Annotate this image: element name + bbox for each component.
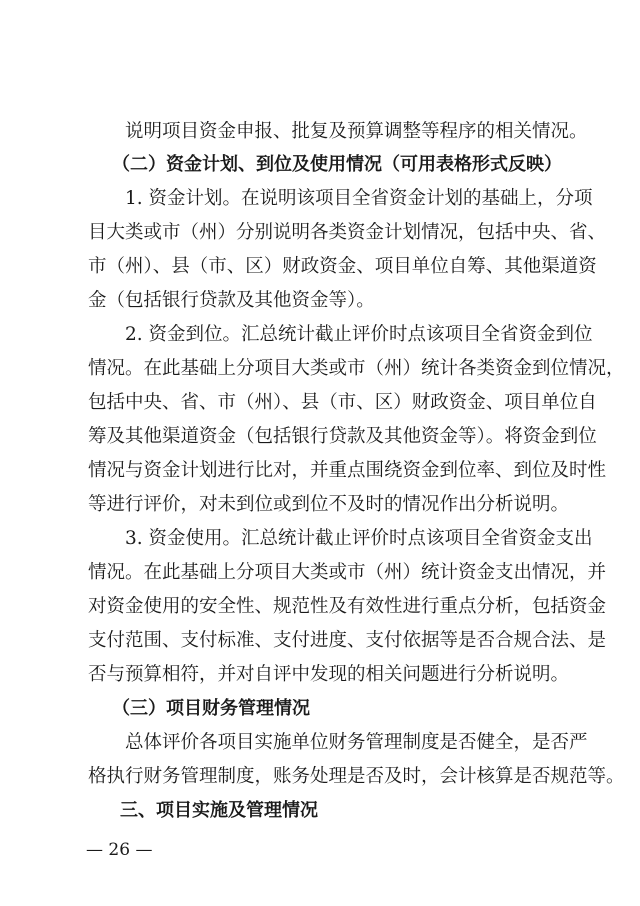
- text-line: 情况。在此基础上分项目大类或市（州）统计资金支出情况，并: [88, 562, 607, 583]
- text-line: 对资金使用的安全性、规范性及有效性进行重点分析，包括资金: [88, 596, 607, 617]
- text-line: 2. 资金到位。汇总统计截止评价时点该项目全省资金到位: [125, 324, 593, 345]
- text-line: 包括中央、省、市（州）、县（市、区）财政资金、项目单位自: [88, 392, 597, 413]
- text-line: 支付范围、支付标准、支付进度、支付依据等是否合规合法、是: [88, 630, 607, 651]
- page-number: — 26 —: [86, 840, 153, 860]
- text-line: 筹及其他渠道资金（包括银行贷款及其他资金等）。将资金到位: [88, 426, 597, 447]
- text-line: 目大类或市（州）分别说明各类资金计划情况，包括中央、省、: [88, 222, 607, 243]
- chapter-heading: 三、项目实施及管理情况: [120, 800, 318, 821]
- text-line: 说明项目资金申报、批复及预算调整等程序的相关情况。: [125, 121, 588, 142]
- section-heading: （三）项目财务管理情况: [112, 698, 310, 719]
- text-line: 情况与资金计划进行比对，并重点围绕资金到位率、到位及时性: [88, 460, 607, 481]
- text-line: 情况。在此基础上分项目大类或市（州）统计各类资金到位情况，: [88, 358, 625, 379]
- text-line: 3. 资金使用。汇总统计截止评价时点该项目全省资金支出: [125, 528, 593, 549]
- text-line: 格执行财务管理制度，账务处理是否及时，会计核算是否规范等。: [88, 766, 625, 787]
- text-line: 金（包括银行贷款及其他资金等）。: [88, 290, 375, 311]
- text-line: 否与预算相符，并对自评中发现的相关问题进行分析说明。: [88, 664, 570, 685]
- text-line: 等进行评价，对未到位或到位不及时的情况作出分析说明。: [88, 494, 570, 515]
- text-line: 市（州）、县（市、区）财政资金、项目单位自筹、其他渠道资: [88, 256, 597, 277]
- section-heading: （二）资金计划、到位及使用情况（可用表格形式反映）: [112, 154, 562, 175]
- text-line: 1. 资金计划。在说明该项目全省资金计划的基础上，分项: [125, 188, 593, 209]
- text-line: 总体评价各项目实施单位财务管理制度是否健全，是否严: [125, 732, 588, 753]
